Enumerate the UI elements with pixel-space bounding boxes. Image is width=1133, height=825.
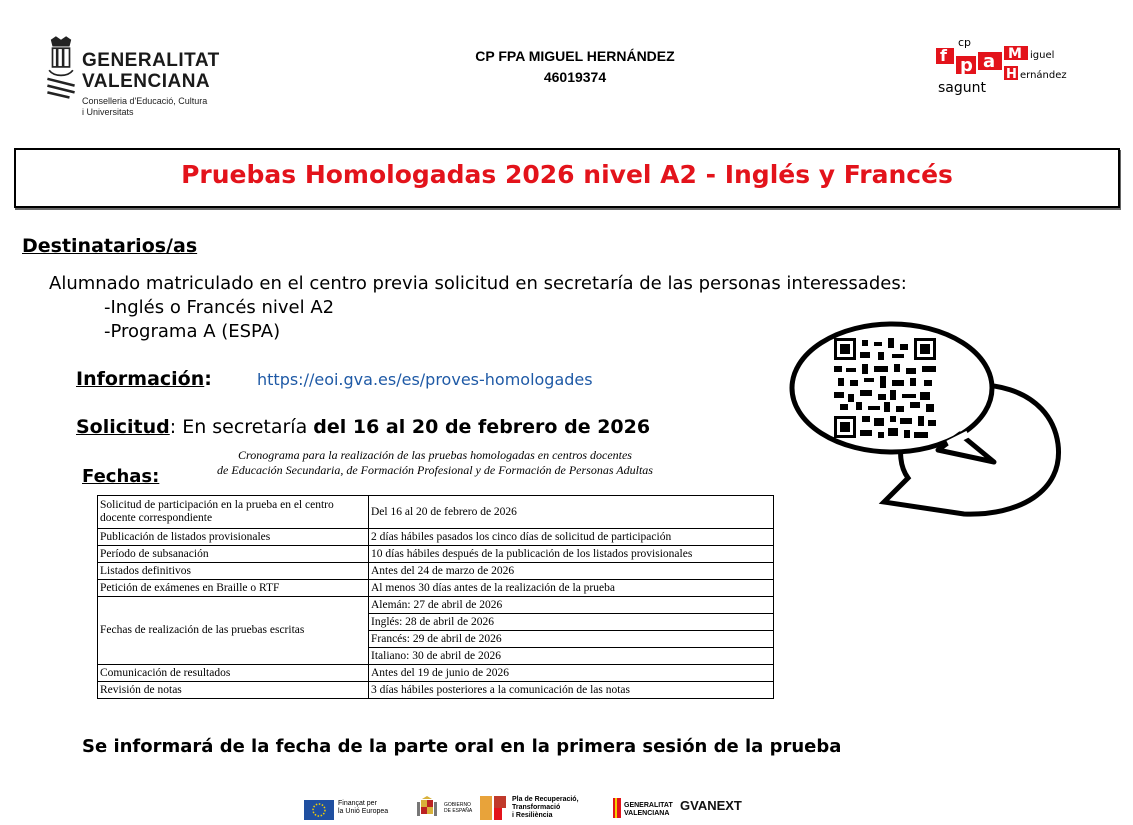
destinatarios-intro: Alumnado matriculado en el centro previa solicitud en secretaría de las personas interessades:: [49, 273, 907, 294]
gva-crest-icon: [612, 796, 622, 820]
table-row: [98, 529, 774, 546]
center-name: CP FPA MIGUEL HERNÁNDEZ: [475, 48, 675, 64]
generalitat-crest-icon: [44, 36, 78, 108]
table-cell: Período de subsanación: [98, 546, 369, 563]
table-cell: Inglés: 28 de abril de 2026: [369, 614, 774, 631]
informacion-label: Información:: [76, 368, 212, 390]
logo-iguel: iguel: [1030, 50, 1055, 61]
cronograma-caption: Cronograma para la realización de las pruebas homologadas en centros docentes de Educación Secundaria, de Formación Profesional y de Formación de Personas Adultas: [217, 448, 653, 477]
destinatarios-item: -Programa A (ESPA): [104, 321, 281, 342]
table-cell: Italiano: 30 de abril de 2026: [369, 648, 774, 665]
table-row: [98, 597, 774, 614]
table-row: [98, 665, 774, 682]
fechas-heading: Fechas:: [82, 466, 160, 487]
schedule-table: [97, 495, 774, 699]
table-cell: Listados definitivos: [98, 563, 369, 580]
eu-flag-icon: [304, 800, 334, 820]
oral-exam-note: Se informará de la fecha de la parte oral en la primera sesión de la prueba: [82, 736, 842, 757]
eu-label: Finançat per la Unió Europea: [338, 800, 389, 815]
table-row: [98, 580, 774, 597]
table-cell: Del 16 al 20 de febrero de 2026: [369, 496, 774, 529]
logo-m: M: [1008, 46, 1022, 62]
table-row: [98, 682, 774, 699]
solicitud-line: Solicitud: En secretaría del 16 al 20 de febrero de 2026: [76, 416, 651, 438]
recovery-plan-label: Pla de Recuperació, Transformació i Resiliència: [512, 796, 579, 819]
logo-h: H: [1006, 67, 1017, 82]
solicitud-label: Solicitud: [76, 416, 170, 438]
table-row: [98, 563, 774, 580]
table-cell: Antes del 24 de marzo de 2026: [369, 563, 774, 580]
solicitud-dates: del 16 al 20 de febrero de 2026: [313, 416, 651, 438]
spain-crest-icon: [416, 796, 438, 820]
table-cell: Francés: 29 de abril de 2026: [369, 631, 774, 648]
page-title: Pruebas Homologadas 2026 nivel A2 - Inglés y Francés: [181, 160, 953, 189]
table-cell: Antes del 19 de junio de 2026: [369, 665, 774, 682]
table-cell: Al menos 30 días antes de la realización de la prueba: [369, 580, 774, 597]
table-cell: Alemán: 27 de abril de 2026: [369, 597, 774, 614]
destinatarios-item: -Inglés o Francés nivel A2: [104, 297, 335, 318]
table-cell: 10 días hábiles después de la publicación de los listados provisionales: [369, 546, 774, 563]
table-cell: 2 días hábiles pasados los cinco días de solicitud de participación: [369, 529, 774, 546]
logo-p: p: [960, 55, 973, 76]
cpfpa-sagunt-logo: [932, 36, 1092, 102]
table-cell: Solicitud de participación en la prueba en el centro docente correspondiente: [98, 496, 369, 529]
table-cell: 3 días hábiles posteriores a la comunicación de las notas: [369, 682, 774, 699]
logo-sagunt: sagunt: [938, 80, 986, 96]
logo-ernandez: ernández: [1020, 70, 1067, 81]
table-row: [98, 496, 774, 529]
gvanext-logo: GVANEXT: [680, 798, 742, 813]
gva-footer-label: GENERALITAT VALENCIANA: [624, 802, 673, 817]
table-cell: Comunicación de resultados: [98, 665, 369, 682]
logo-f: f: [940, 46, 947, 65]
funding-logos-strip: [300, 794, 760, 822]
recovery-plan-icon: [480, 796, 506, 820]
table-row: [98, 546, 774, 563]
table-cell: Fechas de realización de las pruebas escritas: [98, 597, 369, 665]
destinatarios-heading: Destinatarios/as: [22, 235, 198, 257]
gobierno-label: GOBIERNO DE ESPAÑA: [444, 802, 473, 814]
informacion-link[interactable]: https://eoi.gva.es/es/proves-homologades: [257, 370, 593, 389]
table-cell: Revisión de notas: [98, 682, 369, 699]
center-header: [440, 46, 710, 88]
logo-cp: cp: [958, 36, 972, 49]
conselleria-name: Conselleria d'Educació, Cultura i Universitats: [82, 96, 208, 117]
table-cell: Petición de exámenes en Braille o RTF: [98, 580, 369, 597]
logo-a: a: [983, 51, 996, 72]
table-cell: Publicación de listados provisionales: [98, 529, 369, 546]
generalitat-wordmark: GENERALITAT VALENCIANA: [82, 50, 220, 92]
center-code: 46019374: [543, 69, 607, 85]
speech-bubble-qr-icon[interactable]: [788, 316, 1064, 522]
